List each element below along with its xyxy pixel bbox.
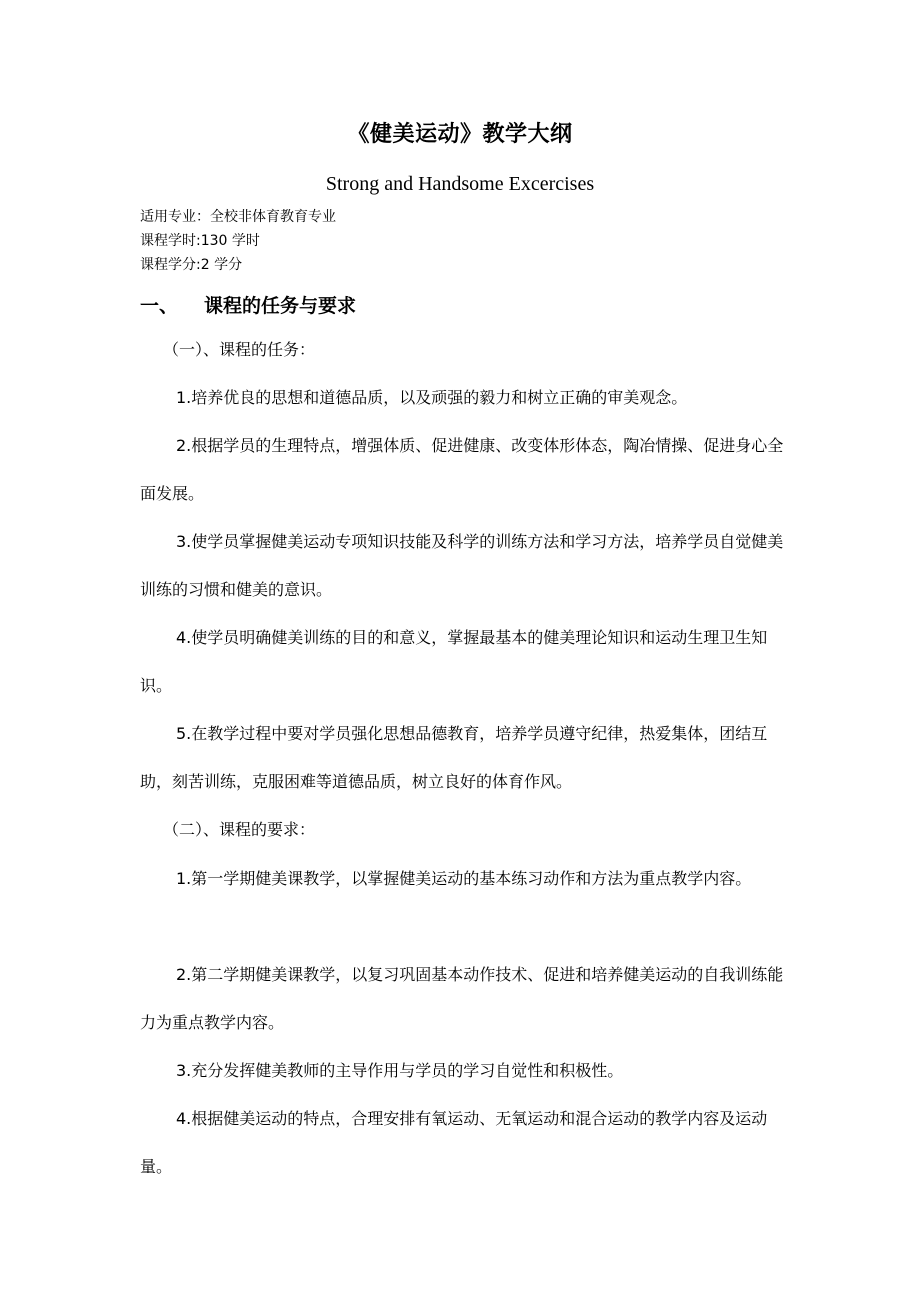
requirements-subheading: （二）、课程的要求： [163,820,316,839]
requirement-item: 2.第二学期健美课教学，以复习巩固基本动作技术、促进和培养健美运动的自我训练能力为重点教学内容。 [140,965,784,1032]
section-number: 一、 [140,295,179,317]
document-title: 《健美运动》教学大纲 [347,122,573,147]
meta-course-credits: 课程学分:2 学分 [140,257,243,273]
document-subtitle: Strong and Handsome Excercises [325,173,595,195]
task-item: 4.使学员明确健美训练的目的和意义，掌握最基本的健美理论知识和运动生理卫生知识。 [140,628,768,695]
tasks-subheading: （一）、课程的任务： [163,340,316,359]
task-item: 1.培养优良的思想和道德品质，以及顽强的毅力和树立正确的审美观念。 [176,388,688,407]
task-item: 2.根据学员的生理特点，增强体质、促进健康、改变体形体态，陶冶情操、促进身心全面发展。 [140,436,784,503]
section-heading [140,291,356,318]
task-item: 5.在教学过程中要对学员强化思想品德教育，培养学员遵守纪律，热爱集体，团结互助，刻苦训练，克服困难等道德品质，树立良好的体育作风。 [140,724,768,791]
requirement-item: 3.充分发挥健美教师的主导作用与学员的学习自觉性和积极性。 [176,1061,624,1080]
meta-applicable-major: 适用专业：全校非体育教育专业 [140,209,336,225]
section-title: 课程的任务与要求 [204,295,357,317]
requirement-item: 4.根据健美运动的特点，合理安排有氧运动、无氧运动和混合运动的教学内容及运动量。 [140,1109,768,1176]
meta-course-hours: 课程学时:130 学时 [140,233,260,249]
requirement-item: 1.第一学期健美课教学，以掌握健美运动的基本练习动作和方法为重点教学内容。 [176,869,752,888]
task-item: 3.使学员掌握健美运动专项知识技能及科学的训练方法和学习方法，培养学员自觉健美训练的习惯和健美的意识。 [140,532,784,599]
